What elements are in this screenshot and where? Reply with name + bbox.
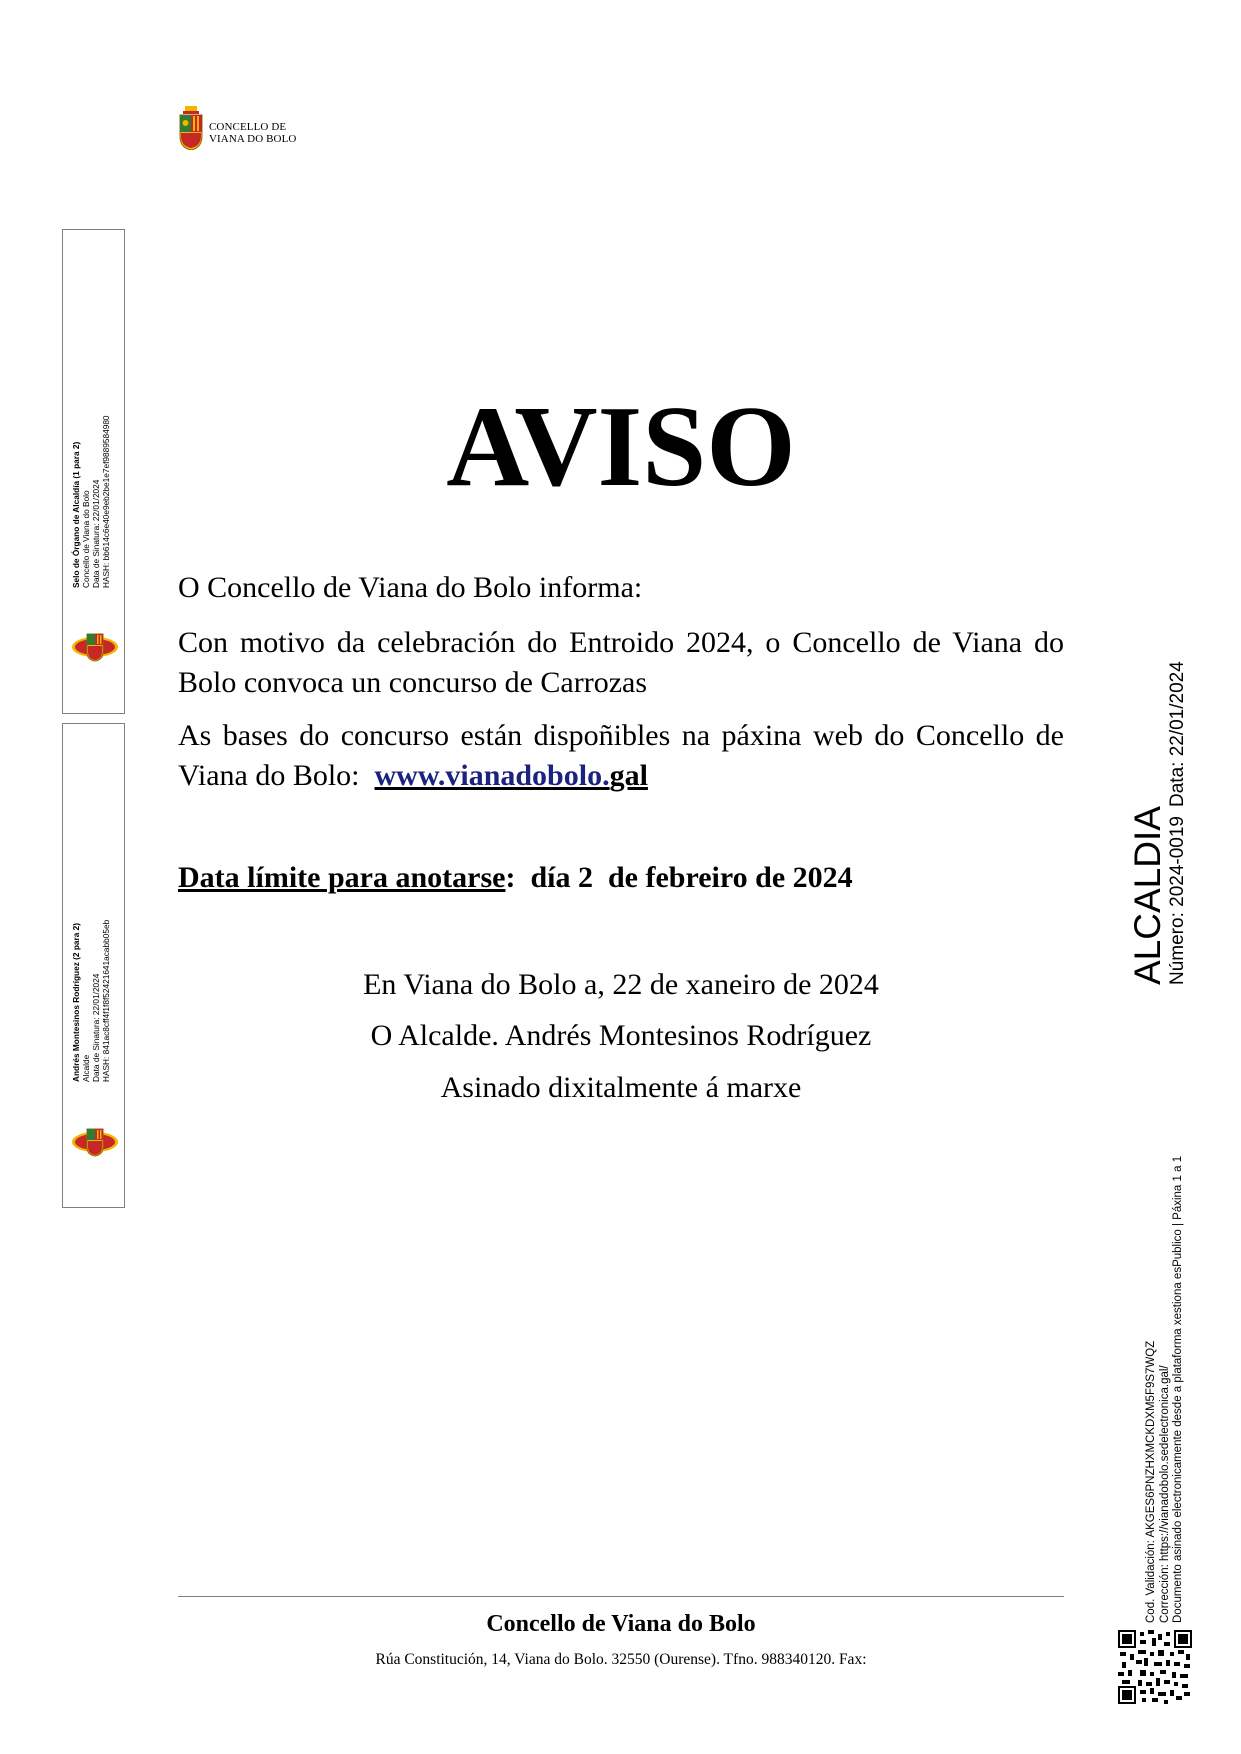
bases-paragraph: [178, 716, 1064, 796]
registry-date: Data: 22/01/2024: [1167, 661, 1188, 807]
footer-address: Rúa Constitución, 14, Viana do Bolo. 32550 (Ourense). Tfno. 988340120. Fax:: [375, 1651, 867, 1668]
municipality-logo: [178, 106, 318, 152]
deadline-label: Data límite para anotarse: [178, 861, 506, 894]
stamp-line: Data de Sinatura: 22/01/2024: [91, 973, 101, 1082]
signature-stamp-mayor: [62, 723, 125, 1208]
stamp-title: Selo de Órgano de Alcaldía (1 para 2): [71, 441, 81, 588]
validation-code: Cod. Validación: AKGES6PNZHXMCKDXM5F9S7WQZ: [1145, 1340, 1157, 1623]
logo-line-2: VIANA DO BOLO: [209, 133, 297, 145]
seal-icon: [71, 630, 119, 662]
qr-code-icon: [1118, 1630, 1192, 1704]
validation-note: Documento asinado electronicamente desde a plataforma xestiona esPublico | Páxina 1 a 1: [1172, 1155, 1184, 1623]
signature-stamp-seal: [62, 229, 125, 714]
stamp-title: Andrés Montesinos Rodríguez (2 para 2): [71, 922, 81, 1082]
stamp-hash: HASH: 841ac8cff4f1f8f52421641acabb05eb: [101, 919, 111, 1082]
website-link[interactable]: [375, 759, 648, 792]
deadline-separator: :: [505, 861, 516, 894]
bases-text: As bases do concurso están dispoñibles na páxina web do Concello de Viana do Bolo:: [178, 719, 1064, 792]
signer-name: O Alcalde. Andrés Montesinos Rodríguez: [370, 1019, 872, 1052]
registry-department: ALCALDIA: [1127, 806, 1168, 985]
website-link-domain[interactable]: www.vianadobolo.: [374, 759, 610, 792]
registry-number: Número: 2024-0019: [1167, 816, 1188, 985]
stamp-hash: HASH: bb614c6e40e9eb2be1e7ef9889584980: [101, 415, 111, 588]
stamp-line: Alcalde: [81, 1054, 91, 1082]
deadline-value: día 2 de febreiro de 2024: [530, 861, 853, 894]
document-title: AVISO: [446, 383, 796, 510]
seal-icon: [71, 1125, 119, 1157]
validation-info: [1145, 1103, 1193, 1623]
stamp-text: [71, 228, 117, 588]
footer-divider: [178, 1596, 1064, 1597]
intro-text: O Concello de Viana do Bolo informa:: [178, 571, 643, 604]
footer-organization: Concello de Viana do Bolo: [486, 1611, 756, 1637]
validation-url: Corrección: https://vianadobolo.sedelectronica.gal/: [1158, 1365, 1171, 1623]
stamp-line: Concello de Viana do Bolo: [81, 490, 91, 588]
place-date: En Viana do Bolo a, 22 de xaneiro de 2024: [363, 968, 879, 1001]
announcement-paragraph: Con motivo da celebración do Entroido 2024, o Concello de Viana do Bolo convoca un concurso de Carrozas: [178, 626, 1064, 699]
deadline: [178, 858, 853, 898]
stamp-text: [71, 722, 117, 1082]
logo-text: [209, 121, 296, 145]
logo-line-1: CONCELLO DE: [209, 121, 287, 133]
registry-info: [1128, 645, 1188, 985]
website-link-tld[interactable]: gal: [609, 759, 648, 792]
signed-note: Asinado dixitalmente á marxe: [440, 1071, 802, 1104]
stamp-line: Data de Sinatura: 22/01/2024: [91, 479, 101, 588]
coat-of-arms-icon: [178, 106, 204, 150]
